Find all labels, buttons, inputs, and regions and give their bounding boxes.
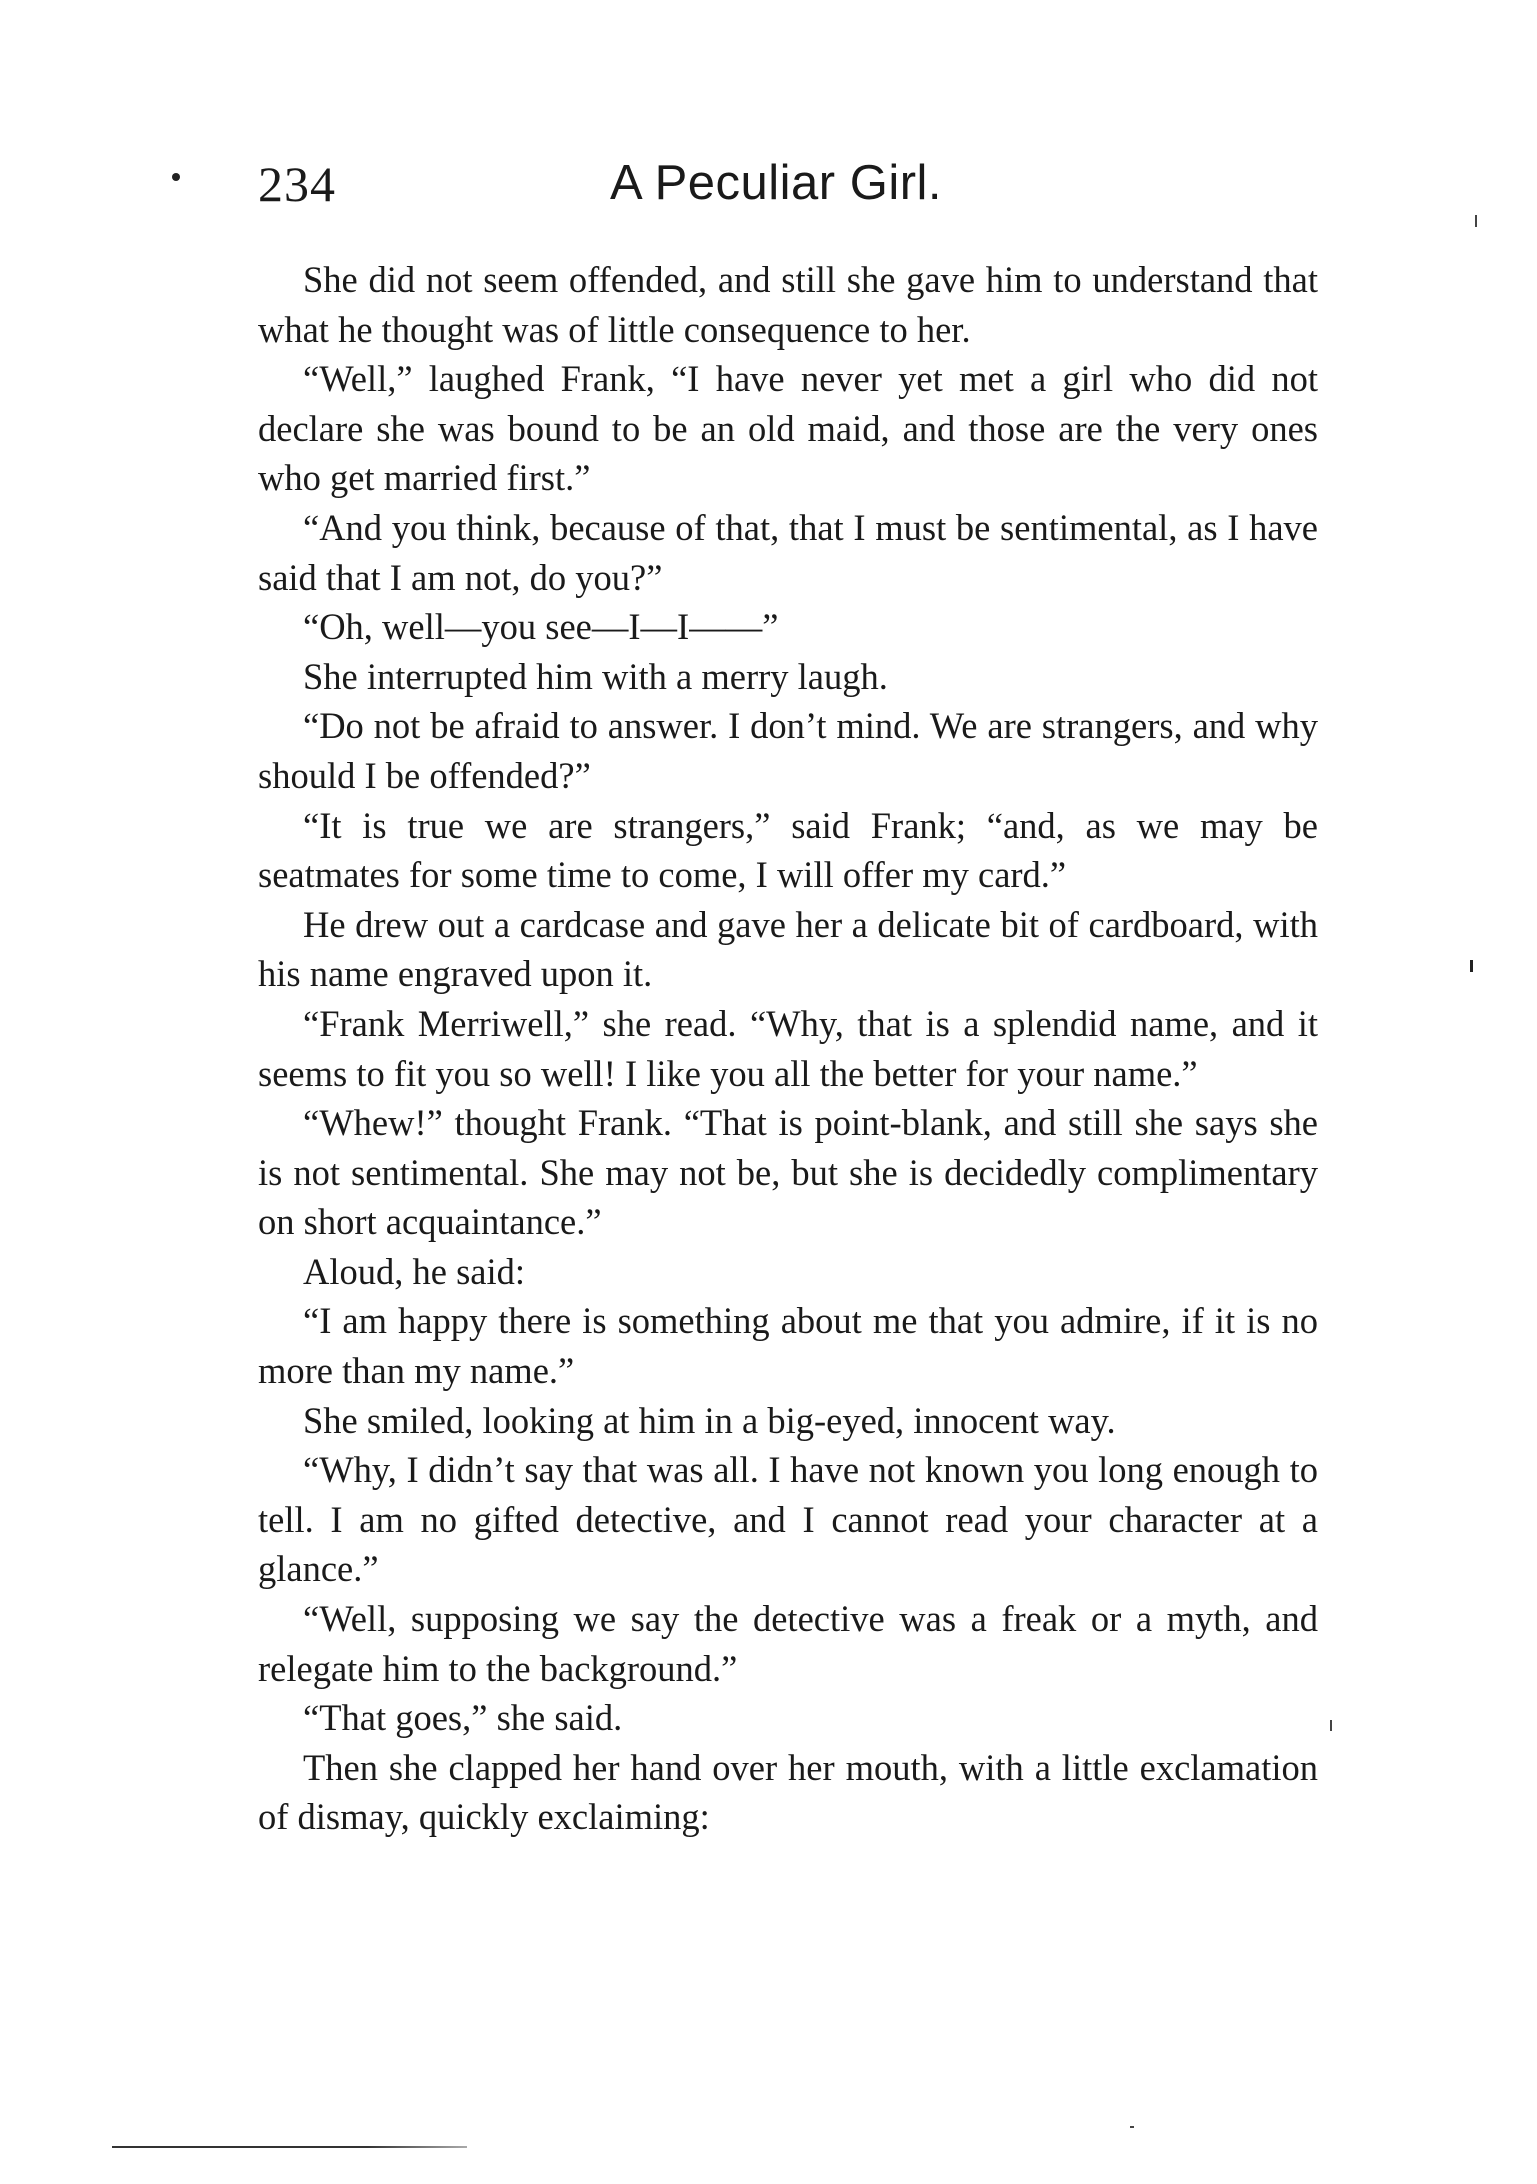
paragraph: “That goes,” she said. bbox=[303, 1697, 623, 1739]
paragraph: “I am happy there is something about me that you admire, if it is no more than my name.” bbox=[258, 1300, 1318, 1392]
paragraph: “And you think, because of that, that I must be sentimental, as I have said that I am not, do you?” bbox=[258, 506, 1318, 598]
paragraph: “Whew!” thought Frank. “That is point-blank, and still she says she is not sentimental. She may not be, but she is decidedly complimentary on short acquaintance.” bbox=[258, 1102, 1318, 1243]
page-header bbox=[258, 155, 1318, 235]
paragraph: Then she clapped her hand over her mouth, with a little exclamation of dismay, quickly exclaiming: bbox=[258, 1746, 1318, 1838]
paragraph: Aloud, he said: bbox=[303, 1250, 526, 1292]
bottom-rule bbox=[112, 2146, 467, 2148]
paragraph: He drew out a cardcase and gave her a delicate bit of cardboard, with his name engraved upon it. bbox=[258, 903, 1318, 995]
ink-speck bbox=[1130, 2126, 1134, 2128]
paragraph: She interrupted him with a merry laugh. bbox=[303, 655, 888, 697]
paragraph: She smiled, looking at him in a big-eyed, innocent way. bbox=[303, 1399, 1116, 1441]
ink-speck bbox=[1475, 215, 1477, 227]
paragraph: “Well, supposing we say the detective was a freak or a myth, and relegate him to the background.” bbox=[258, 1598, 1318, 1689]
paragraph: “Well,” laughed Frank, “I have never yet met a girl who did not declare she was bound to be an old maid, and those are the very ones who get married first.” bbox=[258, 358, 1318, 499]
paragraph: “Why, I didn’t say that was all. I have not known you long enough to tell. I am no gifted detective, and I cannot read your character at a glance.” bbox=[258, 1449, 1318, 1590]
body-text bbox=[258, 255, 1318, 1842]
page-number: 234 bbox=[258, 156, 336, 212]
running-title: A Peculiar Girl. bbox=[610, 156, 943, 210]
paragraph: “Do not be afraid to answer. I don’t mind. We are strangers, and why should I be offended?” bbox=[258, 705, 1318, 796]
paragraph: “Oh, well—you see—I—I——” bbox=[303, 606, 779, 648]
paragraph: She did not seem offended, and still she gave him to understand that what he thought was of little consequence to her. bbox=[258, 259, 1318, 350]
paragraph: “Frank Merriwell,” she read. “Why, that is a splendid name, and it seems to fit you so well! I like you all the better for your name.” bbox=[258, 1002, 1318, 1094]
ink-speck bbox=[1330, 1720, 1332, 1731]
ink-dot bbox=[172, 173, 180, 181]
ink-speck bbox=[1470, 960, 1473, 972]
paragraph: “It is true we are strangers,” said Frank; “and, as we may be seatmates for some time to come, I will offer my card.” bbox=[258, 804, 1318, 896]
